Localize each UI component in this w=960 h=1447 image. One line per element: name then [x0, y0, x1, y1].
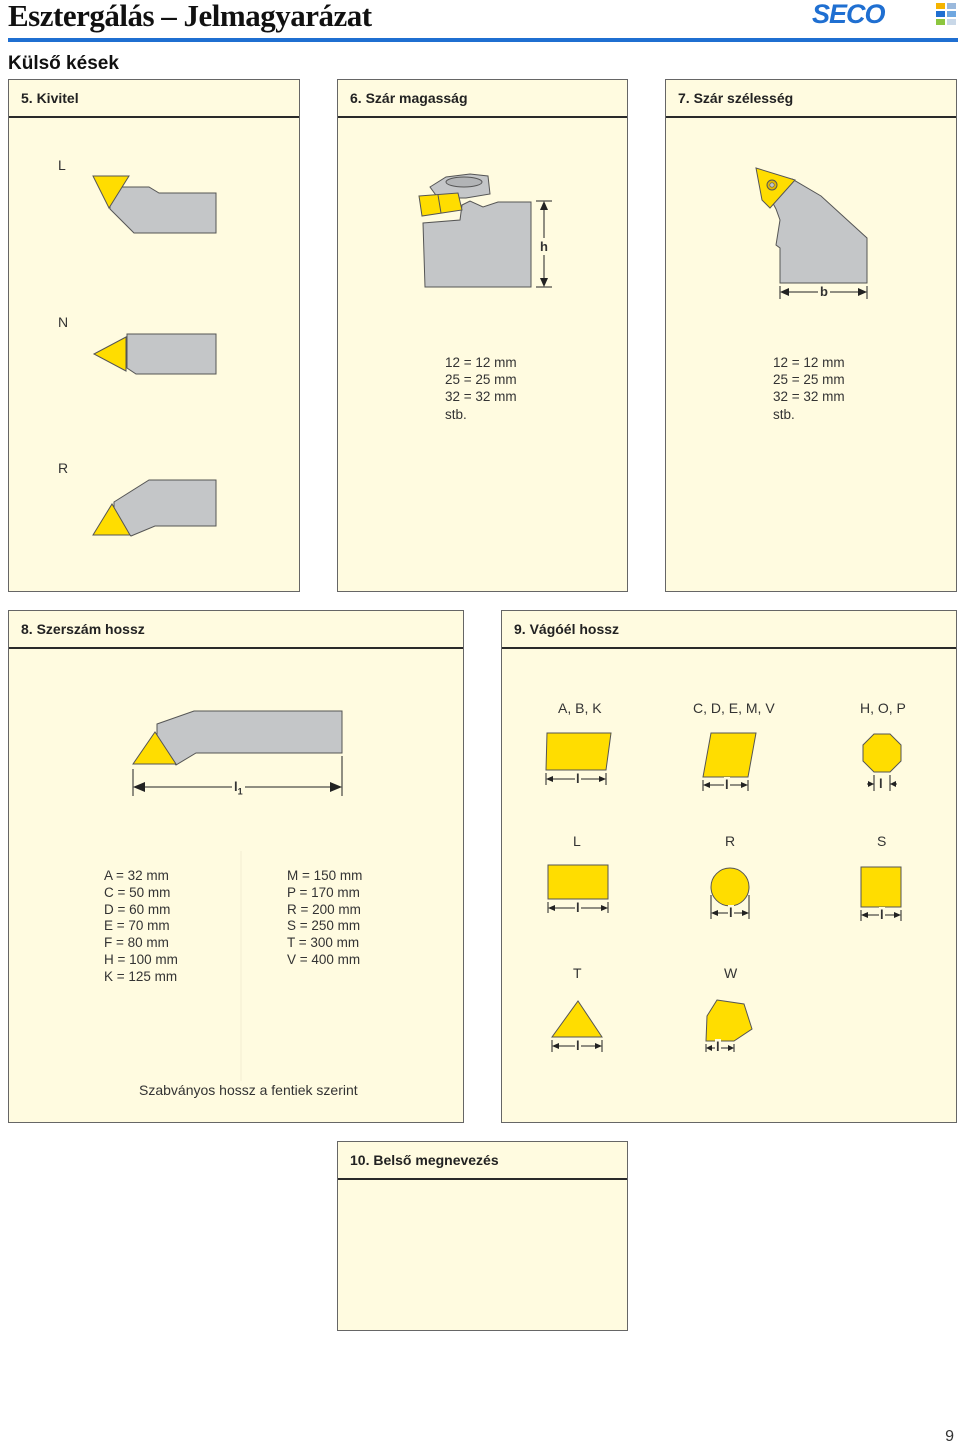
panel-design — [8, 79, 300, 592]
page-number: 9 — [945, 1428, 954, 1445]
length-code: R = 200 mm — [287, 901, 361, 917]
dim-label-l1: $l_1$ — [234, 779, 243, 797]
group-label-hop: H, O, P — [860, 700, 906, 716]
design-label-l: L — [58, 157, 66, 173]
length-code: H = 100 mm — [104, 951, 178, 967]
dim-label-l: l — [729, 905, 733, 920]
panel-internal-designation — [337, 1141, 628, 1331]
tool-r-icon — [9, 80, 301, 593]
length-code: V = 400 mm — [287, 951, 361, 967]
length-codes-col1 — [104, 868, 178, 986]
length-code: E = 70 mm — [104, 918, 170, 934]
panel-title: 6. Szár magasság — [338, 80, 627, 118]
insert-square-icon — [861, 867, 901, 907]
panel-title: 7. Szár szélesség — [666, 80, 956, 118]
tool-holder-side-icon — [338, 80, 629, 593]
shape-label-s: S — [877, 833, 887, 849]
insert-octagon-icon — [863, 734, 901, 772]
length-code: P = 170 mm — [287, 884, 360, 900]
insert-round-icon — [711, 868, 749, 906]
length-code: T = 300 mm — [287, 935, 360, 951]
dim-label-l: l — [880, 907, 884, 922]
design-label-n: N — [58, 314, 69, 330]
header-rule — [8, 38, 958, 42]
dim-label-l: l — [725, 777, 729, 792]
length-code: D = 60 mm — [104, 901, 171, 917]
page-title: Esztergálás – Jelmagyarázat — [8, 0, 372, 33]
height-value: 25 = 25 mm — [445, 371, 517, 387]
height-value: 12 = 12 mm — [445, 355, 517, 370]
dim-label-l: l — [576, 771, 580, 786]
panel-title: 9. Vágóél hossz — [502, 611, 956, 649]
width-value: 25 = 25 mm — [773, 371, 845, 387]
insert-rhombus-icon — [703, 733, 756, 777]
length-footer-note: Szabványos hossz a fentiek szerint — [139, 1082, 358, 1098]
dim-label-l: l — [576, 1038, 580, 1053]
design-label-r: R — [58, 460, 69, 476]
length-code: A = 32 mm — [104, 868, 169, 883]
panel-tool-length — [8, 610, 464, 1123]
dim-label-l: l — [716, 1039, 720, 1054]
length-codes-col2 — [287, 868, 362, 969]
panel-title: 5. Kivitel — [9, 80, 299, 118]
dim-label-b: b — [820, 284, 828, 299]
insert-parallelogram-icon — [546, 733, 611, 770]
svg-text:SECO: SECO — [812, 0, 885, 29]
panel-shank-height — [337, 79, 628, 592]
length-code: S = 250 mm — [287, 918, 361, 934]
section-title: Külső kések — [8, 53, 119, 74]
insert-trigon-icon — [706, 1000, 752, 1041]
panel-shank-width — [665, 79, 957, 592]
shape-label-r: R — [725, 833, 736, 849]
tool-holder-top-icon — [666, 80, 958, 593]
group-label-cdemv: C, D, E, M, V — [693, 700, 775, 716]
length-code: M = 150 mm — [287, 868, 363, 883]
width-value: stb. — [773, 407, 795, 423]
shape-label-w: W — [724, 965, 738, 981]
panel-title: 8. Szerszám hossz — [9, 611, 463, 649]
shape-label-t: T — [573, 965, 582, 981]
length-code: C = 50 mm — [104, 884, 171, 900]
insert-triangle-icon — [552, 1001, 602, 1037]
group-label-abk: A, B, K — [558, 700, 602, 716]
width-value: 12 = 12 mm — [773, 355, 845, 370]
insert-rectangle-icon — [548, 865, 608, 899]
shape-label-l: L — [573, 833, 581, 849]
height-value: 32 = 32 mm — [445, 388, 517, 404]
dim-label-l: l — [879, 776, 883, 791]
width-values — [773, 355, 845, 424]
length-code: F = 80 mm — [104, 935, 169, 951]
panel-cutting-edge-length — [501, 610, 957, 1123]
dim-label-h: h — [540, 239, 548, 254]
dim-label-l: l — [576, 900, 580, 915]
tool-length-icon — [9, 611, 465, 1124]
insert-shapes-diagram — [502, 611, 958, 1124]
height-values — [445, 355, 517, 424]
seco-logo — [812, 0, 958, 28]
length-code: K = 125 mm — [104, 968, 178, 984]
panel-title: 10. Belső megnevezés — [338, 1142, 627, 1180]
width-value: 32 = 32 mm — [773, 388, 845, 404]
height-value: stb. — [445, 407, 467, 423]
